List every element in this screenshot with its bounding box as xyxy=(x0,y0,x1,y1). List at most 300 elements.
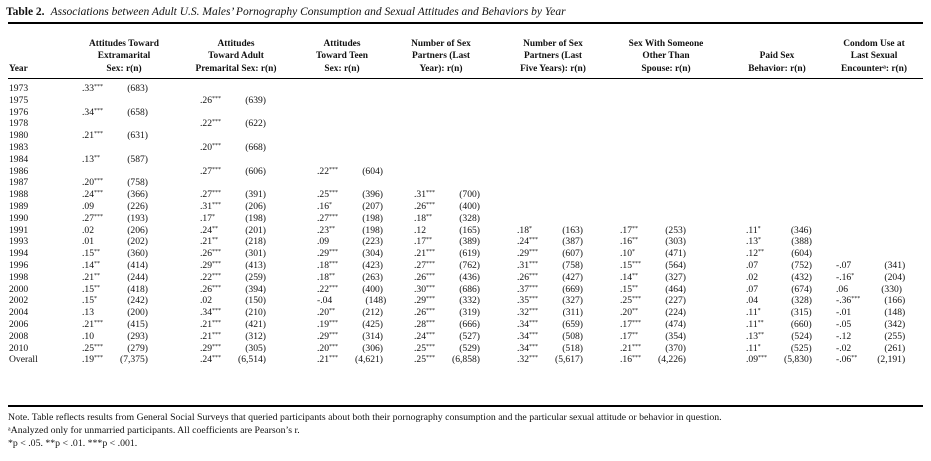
column-header-line: Condom Use at xyxy=(843,38,905,49)
data-cell: .31*** (206) xyxy=(200,201,266,212)
year-cell: Overall xyxy=(9,354,38,366)
coefficient-value: .21 xyxy=(620,342,632,354)
table-row xyxy=(0,272,931,284)
coefficient-value: .29 xyxy=(414,295,426,307)
sample-size: (341) xyxy=(884,260,906,271)
sample-size: (508) xyxy=(562,330,583,342)
sample-size: (527) xyxy=(459,330,480,342)
sample-size: (669) xyxy=(562,283,583,295)
bottom-rule xyxy=(8,405,923,407)
sample-size: (202) xyxy=(127,236,148,248)
coefficient-value: .11 xyxy=(746,224,758,236)
column-header-7 xyxy=(732,27,822,75)
data-cell: .37*** (669) xyxy=(517,283,583,295)
coefficient-value: .01 xyxy=(82,236,94,248)
data-cell: .18** (328) xyxy=(414,212,480,224)
data-cell: .33*** (683) xyxy=(82,83,148,94)
sample-size: (330) xyxy=(881,283,902,295)
table-row xyxy=(0,189,931,201)
coefficient-value: .18 xyxy=(414,212,426,224)
sample-size: (631) xyxy=(127,130,148,142)
sample-size: (301) xyxy=(245,248,266,260)
sample-size: (193) xyxy=(127,212,148,224)
year-cell: 1973 xyxy=(9,83,29,94)
sample-size: (396) xyxy=(362,189,383,201)
sample-size: (312) xyxy=(245,330,266,342)
coefficient-value: .15 xyxy=(82,248,94,260)
data-cell: .31*** (700) xyxy=(414,189,480,201)
data-cell: .18* (163) xyxy=(517,224,583,236)
data-cell: .24*** (366) xyxy=(82,189,148,201)
table-row xyxy=(0,166,931,178)
data-cell: .11* (315) xyxy=(746,307,812,319)
data-cell: .17*** (474) xyxy=(620,319,686,330)
data-cell: .15* (242) xyxy=(82,295,148,307)
sample-size: (606) xyxy=(245,165,266,177)
data-cell: .11** (660) xyxy=(746,319,812,330)
data-cell: .32*** (5,617) xyxy=(517,354,583,366)
coefficient-value: .15 xyxy=(620,260,632,271)
sample-size: (471) xyxy=(665,248,686,260)
table-row xyxy=(0,307,931,319)
sample-size: (253) xyxy=(665,224,686,236)
column-header-4 xyxy=(396,27,486,75)
sample-size: (328) xyxy=(791,295,812,307)
sample-size: (7,375) xyxy=(120,354,148,366)
column-header-line: Partners (Last xyxy=(411,51,471,61)
year-cell: 1984 xyxy=(9,153,29,165)
sample-size: (163) xyxy=(562,224,583,236)
sample-size: (244) xyxy=(127,271,148,283)
coefficient-value: .26 xyxy=(200,283,212,295)
data-cell: .29*** (305) xyxy=(200,342,266,354)
sample-size: (666) xyxy=(459,319,480,330)
sample-size: (418) xyxy=(127,283,148,295)
coefficient-value: .20 xyxy=(317,342,329,354)
coefficient-value: .29 xyxy=(317,330,329,342)
data-cell: .13** (587) xyxy=(82,153,148,165)
data-cell: .27*** (193) xyxy=(82,212,148,224)
sample-size: (311) xyxy=(562,307,583,319)
data-cell: .25*** (279) xyxy=(82,342,148,354)
coefficient-value: .22 xyxy=(317,283,329,295)
year-cell: 1975 xyxy=(9,94,29,106)
data-cell xyxy=(836,307,905,319)
sample-size: (400) xyxy=(459,201,480,212)
coefficient-value: -.04 xyxy=(317,295,333,307)
coefficient-value: .27 xyxy=(200,165,212,177)
data-cell: .22*** (259) xyxy=(200,271,266,283)
column-header-8 xyxy=(824,27,924,75)
sample-size: (619) xyxy=(459,248,480,260)
column-header-line: Premarital Sex: r(n) xyxy=(195,63,277,74)
coefficient-value: .21 xyxy=(200,236,212,248)
table-row xyxy=(0,83,931,95)
column-header-line: Five Years): r(n) xyxy=(520,63,586,74)
coefficient-value: .18 xyxy=(517,224,529,236)
column-header-line: Extramarital xyxy=(97,51,151,61)
data-cell xyxy=(414,225,480,237)
data-cell xyxy=(82,236,148,248)
coefficient-value: .29 xyxy=(200,342,212,354)
column-header-line: Sex With Someone xyxy=(628,38,704,49)
coefficient-value: .25 xyxy=(414,342,426,354)
sample-size: (415) xyxy=(127,319,148,330)
coefficient-value: .20 xyxy=(317,307,329,319)
coefficient-value: .02 xyxy=(200,295,212,307)
column-header-line: Partners (Last xyxy=(523,51,583,61)
data-cell xyxy=(746,295,812,307)
coefficient-value: .32 xyxy=(517,307,529,319)
note-line: Note. Table reflects results from General Social Surveys that queried participants about both their pornography consumption and the particular sexual attitude or behavior in question. xyxy=(8,412,722,423)
table-row xyxy=(0,236,931,248)
coefficient-value: .13 xyxy=(82,153,94,165)
sample-size: (394) xyxy=(245,283,266,295)
year-cell: 2010 xyxy=(9,342,29,354)
column-header-line: Last Sexual xyxy=(850,51,898,61)
data-cell: .35*** (327) xyxy=(517,295,583,307)
sample-size: (224) xyxy=(665,307,686,319)
sample-size: (198) xyxy=(362,212,383,224)
coefficient-value: .24 xyxy=(200,224,212,236)
coefficient-value: -.01 xyxy=(836,307,852,319)
data-cell: .20*** (306) xyxy=(317,342,383,354)
data-cell: .18*** (423) xyxy=(317,260,383,271)
column-header-line: Attitudes xyxy=(323,38,361,49)
coefficient-value: .26 xyxy=(414,271,426,283)
table-row xyxy=(0,201,931,213)
coefficient-value: -.07 xyxy=(836,260,852,271)
sample-size: (752) xyxy=(791,260,812,271)
sample-size: (464) xyxy=(665,283,686,295)
data-cell xyxy=(746,272,812,284)
sample-size: (5,617) xyxy=(555,354,583,366)
coefficient-value: .09 xyxy=(317,236,329,248)
coefficient-value: .34 xyxy=(82,106,94,118)
data-cell: .27*** (391) xyxy=(200,189,266,201)
sample-size: (758) xyxy=(127,177,148,189)
data-cell xyxy=(82,201,148,213)
data-cell: .16** (303) xyxy=(620,236,686,248)
coefficient-value: .17 xyxy=(620,224,632,236)
column-header-6 xyxy=(611,27,721,75)
sample-size: (360) xyxy=(127,248,148,260)
coefficient-value: .17 xyxy=(620,330,632,342)
sample-size: (212) xyxy=(362,307,383,319)
sample-size: (427) xyxy=(562,271,583,283)
sample-size: (524) xyxy=(791,330,812,342)
year-cell: 1987 xyxy=(9,177,29,189)
coefficient-value: -.02 xyxy=(836,342,852,354)
data-cell: .31*** (758) xyxy=(517,260,583,271)
coefficient-value: .27 xyxy=(414,260,426,271)
sample-size: (263) xyxy=(362,271,383,283)
column-header-line: Attitudes xyxy=(217,38,255,49)
sample-size: (387) xyxy=(562,236,583,248)
coefficient-value: .10 xyxy=(82,330,94,342)
coefficient-value: .19 xyxy=(317,319,329,330)
data-cell xyxy=(82,331,148,343)
coefficient-value: .20 xyxy=(82,177,94,189)
sample-size: (758) xyxy=(562,260,583,271)
coefficient-value: .18 xyxy=(317,260,329,271)
column-header-line: Number of Sex xyxy=(411,38,471,49)
data-cell: .26*** (394) xyxy=(200,283,266,295)
coefficient-value: .06 xyxy=(836,283,848,295)
coefficient-value: .29 xyxy=(317,248,329,260)
table-row xyxy=(0,154,931,166)
coefficient-value: .21 xyxy=(82,271,94,283)
data-cell: .29*** (607) xyxy=(517,248,583,260)
coefficient-value: -.12 xyxy=(836,330,852,342)
sample-size: (319) xyxy=(459,307,480,319)
column-header-5 xyxy=(503,27,603,75)
data-cell: .15** (418) xyxy=(82,283,148,295)
data-cell xyxy=(836,260,905,272)
year-cell: 1993 xyxy=(9,236,29,248)
coefficient-value: .14 xyxy=(82,260,94,271)
sample-size: (686) xyxy=(459,283,480,295)
coefficient-value: .21 xyxy=(317,354,329,366)
sample-size: (165) xyxy=(459,224,480,236)
table-row xyxy=(0,284,931,296)
coefficient-value: .12 xyxy=(746,248,758,260)
data-cell: .24*** (387) xyxy=(517,236,583,248)
sample-size: (604) xyxy=(791,248,812,260)
data-cell: .29*** (314) xyxy=(317,330,383,342)
data-cell xyxy=(836,331,905,343)
coefficient-value: .15 xyxy=(620,283,632,295)
coefficient-value: -.16 xyxy=(836,271,852,283)
column-header-line: Toward Adult xyxy=(208,51,264,61)
sample-size: (201) xyxy=(245,224,266,236)
year-cell: 1976 xyxy=(9,106,29,118)
note-line: *p < .05. **p < .01. ***p < .001. xyxy=(8,438,138,449)
coefficient-value: .24 xyxy=(414,330,426,342)
year-cell: 1986 xyxy=(9,165,29,177)
year-cell: 1990 xyxy=(9,212,29,224)
sample-size: (279) xyxy=(127,342,148,354)
coefficient-value: .16 xyxy=(620,236,632,248)
data-cell: -.36*** (166) xyxy=(836,295,906,307)
data-cell: .22*** (622) xyxy=(200,118,266,130)
sample-size: (683) xyxy=(127,83,148,94)
coefficient-value: .21 xyxy=(200,330,212,342)
data-cell: .18** (263) xyxy=(317,271,383,283)
sample-size: (6,858) xyxy=(452,354,480,366)
data-cell: .22*** (604) xyxy=(317,165,383,177)
coefficient-value: .20 xyxy=(620,307,632,319)
data-cell: .30*** (686) xyxy=(414,283,480,295)
data-cell: .34*** (508) xyxy=(517,330,583,342)
data-cell: .28*** (666) xyxy=(414,319,480,330)
column-header-line: Encounterᵃ: r(n) xyxy=(840,63,907,74)
data-cell: .16*** (4,226) xyxy=(620,354,686,366)
coefficient-value: .13 xyxy=(746,330,758,342)
coefficient-value: .35 xyxy=(517,295,529,307)
coefficient-value: .32 xyxy=(517,354,529,366)
sample-size: (607) xyxy=(562,248,583,260)
data-cell: .20*** (668) xyxy=(200,142,266,153)
sample-size: (198) xyxy=(362,224,383,236)
data-cell: .29*** (413) xyxy=(200,260,266,271)
table-row xyxy=(0,142,931,154)
data-cell: .09*** (5,830) xyxy=(746,354,812,366)
coefficient-value: .26 xyxy=(200,94,212,106)
coefficient-value: .26 xyxy=(517,271,529,283)
note-line: ᵃAnalyzed only for unmarried participants. All coefficients are Pearson’s r. xyxy=(8,425,300,436)
coefficient-value: .31 xyxy=(517,260,529,271)
data-cell: .11* (346) xyxy=(746,224,812,236)
coefficient-value: .02 xyxy=(82,224,94,236)
header-rule xyxy=(8,78,923,79)
coefficient-value: .21 xyxy=(82,130,94,142)
coefficient-value: .26 xyxy=(200,248,212,260)
year-cell: 2008 xyxy=(9,330,29,342)
year-cell: 1989 xyxy=(9,201,29,212)
coefficient-value: .13 xyxy=(746,236,758,248)
column-header-line: Paid Sex xyxy=(759,51,795,61)
coefficient-value: .25 xyxy=(317,189,329,201)
sample-size: (305) xyxy=(245,342,266,354)
data-cell: .25*** (227) xyxy=(620,295,686,307)
table-row xyxy=(0,295,931,307)
column-header-line: Sex: r(n) xyxy=(106,63,142,74)
coefficient-value: .24 xyxy=(200,354,212,366)
table-row xyxy=(0,319,931,331)
coefficient-value: .20 xyxy=(200,142,212,153)
table-row xyxy=(0,225,931,237)
data-cell: .23** (198) xyxy=(317,224,383,236)
data-cell: .25*** (6,858) xyxy=(414,354,480,366)
sample-size: (604) xyxy=(362,165,383,177)
data-cell: .13* (388) xyxy=(746,236,812,248)
sample-size: (674) xyxy=(791,283,812,295)
data-cell xyxy=(746,260,812,272)
data-cell: .27*** (606) xyxy=(200,165,266,177)
data-cell: .24*** (6,514) xyxy=(200,354,266,366)
column-header-2 xyxy=(181,27,291,75)
coefficient-value: .21 xyxy=(82,319,94,330)
data-cell xyxy=(82,225,148,237)
data-cell: .17** (389) xyxy=(414,236,480,248)
sample-size: (306) xyxy=(362,342,383,354)
data-cell: .15*** (564) xyxy=(620,260,686,271)
column-header-line: Attitudes Toward xyxy=(88,38,160,49)
sample-size: (314) xyxy=(362,330,383,342)
data-cell: .20*** (758) xyxy=(82,177,148,189)
coefficient-value: .18 xyxy=(317,271,329,283)
table-row xyxy=(0,177,931,189)
data-cell: .22*** (400) xyxy=(317,283,383,295)
coefficient-value: .16 xyxy=(620,354,632,366)
sample-size: (389) xyxy=(459,236,480,248)
data-cell: .17** (253) xyxy=(620,224,686,236)
sample-size: (327) xyxy=(665,271,686,283)
coefficient-value: .34 xyxy=(517,342,529,354)
coefficient-value: .26 xyxy=(414,201,426,212)
year-cell: 1996 xyxy=(9,260,29,271)
sample-size: (366) xyxy=(127,189,148,201)
data-cell: .25*** (396) xyxy=(317,189,383,201)
coefficient-value: .25 xyxy=(620,295,632,307)
data-cell: .10* (471) xyxy=(620,248,686,260)
coefficient-value: .24 xyxy=(517,236,529,248)
coefficient-value: .13 xyxy=(82,307,94,319)
year-cell: 1980 xyxy=(9,130,29,142)
table-row xyxy=(0,130,931,142)
data-cell: .13** (524) xyxy=(746,330,812,342)
coefficient-value: .33 xyxy=(82,83,94,94)
data-cell: .27*** (762) xyxy=(414,260,480,271)
sample-size: (391) xyxy=(245,189,266,201)
data-cell: .26*** (427) xyxy=(517,271,583,283)
year-cell: 2004 xyxy=(9,307,29,319)
coefficient-value: -.05 xyxy=(836,319,852,330)
sample-size: (223) xyxy=(362,236,383,248)
data-cell xyxy=(836,319,905,331)
sample-size: (660) xyxy=(790,319,812,330)
table-row xyxy=(0,260,931,272)
data-cell: .26*** (639) xyxy=(200,94,266,106)
sample-size: (206) xyxy=(127,224,148,236)
data-cell: .26*** (436) xyxy=(414,271,480,283)
coefficient-value: .02 xyxy=(746,271,758,283)
sample-size: (700) xyxy=(459,189,480,201)
sample-size: (327) xyxy=(562,295,583,307)
data-cell xyxy=(317,295,386,307)
sample-size: (204) xyxy=(884,271,906,283)
table-caption xyxy=(6,6,566,18)
sample-size: (587) xyxy=(127,153,148,165)
data-cell: .14** (327) xyxy=(620,271,686,283)
column-header-line: Sex: r(n) xyxy=(324,63,360,74)
sample-size: (518) xyxy=(562,342,583,354)
sample-size: (474) xyxy=(665,319,686,330)
sample-size: (370) xyxy=(665,342,686,354)
table-row xyxy=(0,354,931,366)
coefficient-value: .11 xyxy=(746,342,758,354)
data-cell: .29*** (304) xyxy=(317,248,383,260)
coefficient-value: .17 xyxy=(620,319,632,330)
data-cell: .34*** (518) xyxy=(517,342,583,354)
data-cell: .21*** (370) xyxy=(620,342,686,354)
coefficient-value: .15 xyxy=(82,283,94,295)
coefficient-value: .25 xyxy=(82,342,94,354)
sample-size: (354) xyxy=(665,330,686,342)
coefficient-value: .22 xyxy=(317,165,329,177)
column-header-line: Other Than xyxy=(642,51,690,61)
data-cell: .15** (360) xyxy=(82,248,148,260)
sample-size: (564) xyxy=(665,260,686,271)
sample-size: (622) xyxy=(245,118,266,130)
sample-size: (762) xyxy=(459,260,480,271)
coefficient-value: .04 xyxy=(746,295,758,307)
column-header-3 xyxy=(297,27,387,75)
coefficient-value: .11 xyxy=(746,307,758,319)
sample-size: (198) xyxy=(245,212,266,224)
sample-size: (421) xyxy=(245,319,266,330)
coefficient-value: .29 xyxy=(200,260,212,271)
year-cell: 1988 xyxy=(9,189,29,201)
data-cell xyxy=(836,343,905,355)
coefficient-value: .17 xyxy=(200,212,212,224)
sample-size: (150) xyxy=(245,295,266,307)
sample-size: (388) xyxy=(791,236,812,248)
data-cell: -.06** (2,191) xyxy=(836,354,906,366)
sample-size: (227) xyxy=(665,295,686,307)
sample-size: (210) xyxy=(245,307,266,319)
